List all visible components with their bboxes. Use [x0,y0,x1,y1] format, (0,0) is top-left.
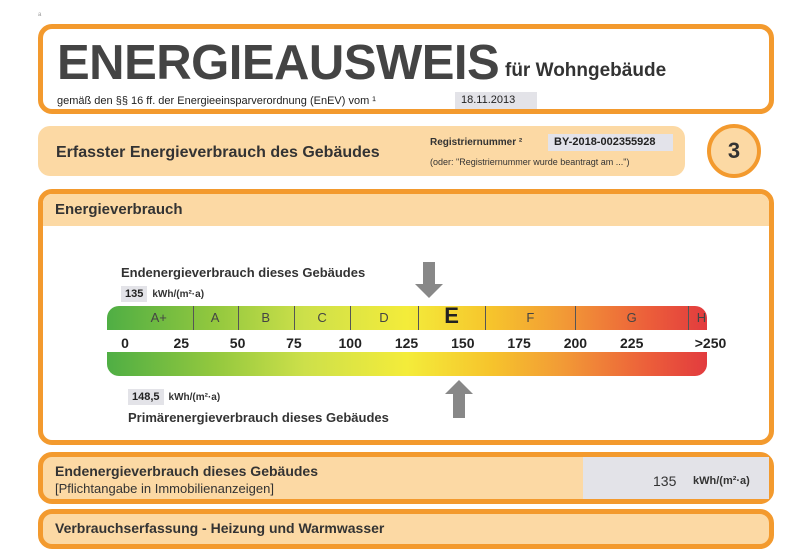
primary-energy-arrow-icon [445,380,473,418]
law-date-field: 18.11.2013 [455,92,537,109]
class-label-f: F [526,310,535,325]
class-label-g: G [626,310,637,325]
tick-label: 100 [338,335,362,351]
registration-note: (oder: "Registriernummer wurde beantragt am ...") [430,157,630,167]
end-energy-value: 135 [121,286,147,302]
class-label-a: A [210,310,220,325]
summary-subtitle: [Pflichtangabe in Immobilienanzeigen] [55,481,274,496]
intro-title: Erfasster Energieverbrauch des Gebäudes [56,144,380,161]
primary-energy-unit: kWh/(m²·a) [168,391,221,403]
energy-consumption-header [43,194,769,226]
class-label-c: C [317,310,327,325]
primary-energy-scale [107,352,707,376]
tick-label: 200 [563,335,588,351]
primary-energy-label: Primärenergieverbrauch dieses Gebäudes [128,410,389,425]
class-divider [575,306,576,330]
class-divider [238,306,239,330]
heating-water-panel [38,509,774,549]
end-energy-arrow-icon [415,262,443,298]
document-subtitle: für Wohngebäude [505,60,667,81]
tick-label: 150 [451,335,475,351]
summary-unit: kWh/(m²·a) [693,475,750,487]
page-number-badge: 3 [707,124,761,178]
tick-label: 125 [394,335,419,351]
primary-energy-value-row [128,389,220,405]
class-divider [688,306,689,330]
consumption-intro-bar [38,126,685,176]
summary-panel [38,452,774,504]
tick-label: 25 [173,335,190,351]
class-divider [418,306,419,330]
tick-label: 75 [286,335,302,351]
corner-mark: a [38,12,42,18]
summary-value: 135 [653,473,677,489]
class-label-a-plus: A+ [150,310,167,325]
tick-label: 50 [229,335,246,351]
energy-consumption-title: Energieverbrauch [55,201,183,218]
end-energy-unit: kWh/(m²·a) [152,288,205,300]
class-divider [350,306,351,330]
tick-label: >250 [694,335,727,351]
registration-number-field: BY-2018-002355928 [548,134,673,151]
class-label-h: H [696,310,707,325]
tick-label: 225 [620,335,644,351]
header-box [38,24,774,114]
document-title: ENERGIEAUSWEIS [57,36,500,90]
tick-label: 0 [121,335,129,351]
law-reference: gemäß den §§ 16 ff. der Energieeinsparverordnung (EnEV) vom ¹ [57,95,376,107]
heating-water-title: Verbrauchserfassung - Heizung und Warmwasser [55,520,385,536]
class-divider [193,306,194,330]
class-label-d: D [379,310,389,325]
end-energy-value-row [121,286,204,302]
class-label-e: E [444,303,459,328]
end-energy-label: Endenergieverbrauch dieses Gebäudes [121,265,366,280]
class-label-b: B [261,310,271,325]
class-divider [294,306,295,330]
summary-title: Endenergieverbrauch dieses Gebäudes [55,463,318,479]
class-divider [485,306,486,330]
tick-label: 175 [507,335,531,351]
energy-scale-classes [107,303,707,330]
primary-energy-value: 148,5 [128,389,164,405]
registration-label: Registriernummer ² [430,137,523,148]
